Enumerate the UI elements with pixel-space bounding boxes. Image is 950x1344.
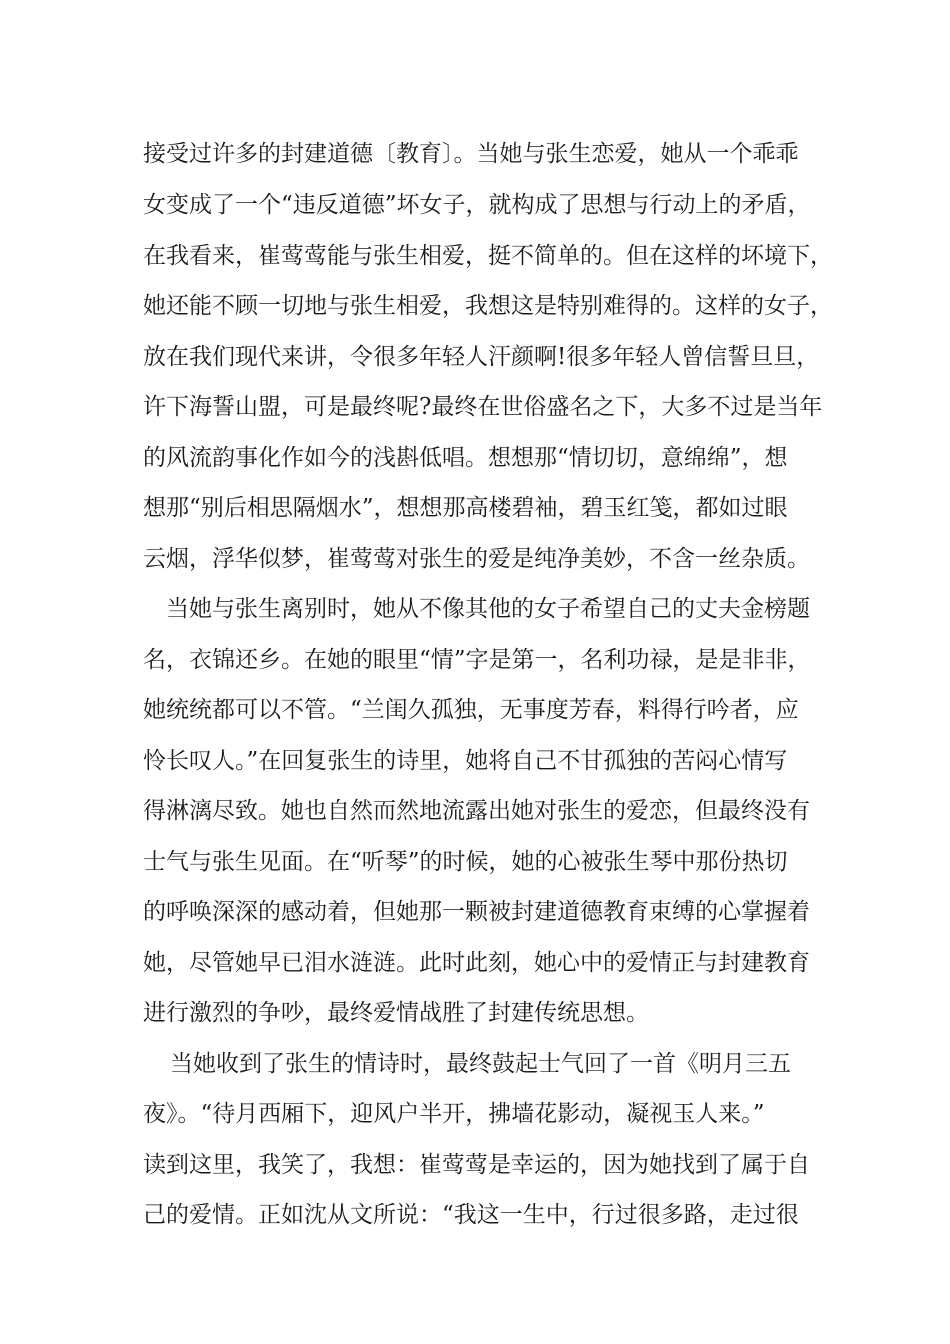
text-line: 夜》。“待月西厢下，迎风户半开，拂墙花影动，凝视玉人来。” <box>143 1101 765 1127</box>
text-line: 许下海誓山盟，可是最终呢?最终在世俗盛名之下，大多不过是当年 <box>143 394 823 420</box>
paragraph-first-line: 当她与张生离别时，她从不像其他的女子希望自己的丈夫金榜题 <box>166 596 810 622</box>
text-line: 己的爱情。正如沈从文所说：“我这一生中，行过很多路，走过很 <box>143 1202 799 1228</box>
text-line: 接受过许多的封建道德〔教育〕。当她与张生恋爱，她从一个乖乖 <box>143 141 799 167</box>
text-line: 怜长叹人。”在回复张生的诗里，她将自己不甘孤独的苦闷心情写 <box>143 748 788 774</box>
paragraph-first-line: 当她收到了张生的情诗时，最终鼓起士气回了一首《明月三五 <box>170 1051 791 1077</box>
text-line: 进行激烈的争吵，最终爱情战胜了封建传统思想。 <box>143 1000 649 1026</box>
text-line: 名，衣锦还乡。在她的眼里“情”字是第一，名利功禄，是是非非， <box>143 647 811 673</box>
text-line: 她统统都可以不管。“兰闺久孤独，无事度芳春，料得行吟者，应 <box>143 697 799 723</box>
text-line: 读到这里，我笑了，我想：崔莺莺是幸运的，因为她找到了属于自 <box>143 1152 810 1178</box>
text-line: 女变成了一个“违反道德”坏女子，就构成了思想与行动上的矛盾， <box>143 192 811 218</box>
text-line: 她还能不顾一切地与张生相爱，我想这是特别难得的。这样的女子， <box>143 293 833 319</box>
text-line: 在我看来，崔莺莺能与张生相爱，挺不简单的。但在这样的坏境下， <box>143 243 833 269</box>
text-line: 的呼唤深深的感动着，但她那一颗被封建道德教育束缚的心掌握着 <box>143 899 810 925</box>
text-line: 想那“别后相思隔烟水”，想想那高楼碧袖，碧玉红笺，都如过眼 <box>143 495 788 521</box>
text-line: 士气与张生见面。在“听琴”的时候，她的心被张生琴中那份热切 <box>143 849 788 875</box>
text-line: 云烟，浮华似梦，崔莺莺对张生的爱是纯净美妙，不含一丝杂质。 <box>143 546 810 572</box>
text-line: 她，尽管她早已泪水涟涟。此时此刻，她心中的爱情正与封建教育 <box>143 950 810 976</box>
text-line: 的风流韵事化作如今的浅斟低唱。想想那“情切切，意绵绵”，想 <box>143 445 788 471</box>
text-line: 放在我们现代来讲，令很多年轻人汗颜啊!很多年轻人曾信誓旦旦， <box>143 344 820 370</box>
text-line: 得淋漓尽致。她也自然而然地流露出她对张生的爱恋，但最终没有 <box>143 798 810 824</box>
